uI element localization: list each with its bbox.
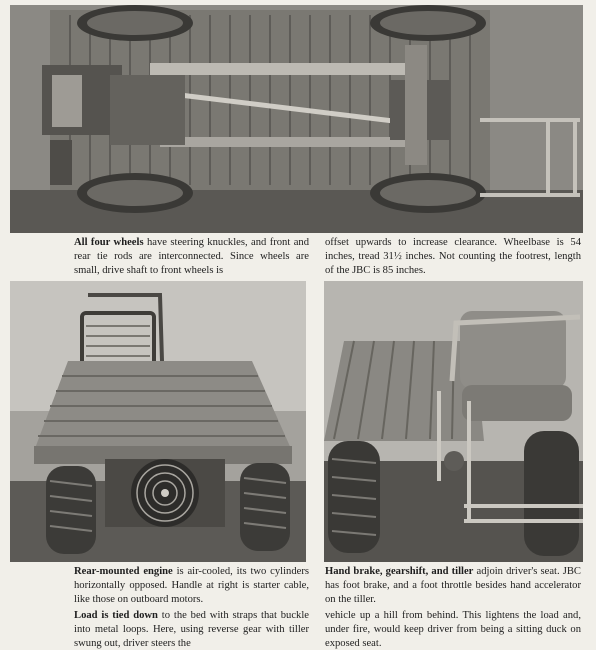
caption-engine-lead: Rear-mounted engine [74, 566, 173, 577]
photo-rear-engine [10, 281, 306, 562]
caption-engine [74, 565, 309, 607]
caption-wheels-text-right: offset upwards to increase clearance. Wheelbase is 54 inches, tread 31½ inches. Not counting the footrest, length of the JBC is 85 inches. [325, 237, 581, 276]
caption-wheels-right [325, 236, 581, 278]
caption-brake-lead: Hand brake, gearshift, and tiller [325, 566, 474, 577]
caption-brake [325, 565, 581, 607]
caption-engine-text: is air-cooled, its two cylinders horizontally opposed. Handle at right is starter cable, like those on outboard motors. [74, 566, 310, 605]
photo-driver-controls [324, 281, 583, 562]
caption-wheels-text-left: have steering knuckles, and front and rear tie rods are interconnected. Since wheels are small, drive shaft to front wheels is [74, 237, 309, 276]
caption-load-right [325, 609, 581, 651]
caption-wheels-left [74, 236, 309, 278]
caption-load-text-right: vehicle up a hill from behind. This lightens the load and, under fire, would keep driver from being a sitting duck on exposed seat. [325, 610, 581, 649]
photo-vehicle-underside [10, 5, 583, 233]
caption-load-left [74, 609, 309, 651]
caption-brake-text: adjoin driver's seat. JBC has foot brake, and a foot throttle besides hand accelerator on the tiller. [325, 566, 581, 605]
caption-load-text-left: to the bed with straps that buckle into metal loops. Here, using reverse gear with tiller swung out, driver steers the [74, 610, 309, 649]
caption-load-lead: Load is tied down [74, 610, 158, 621]
caption-wheels-lead: All four wheels [74, 237, 144, 248]
